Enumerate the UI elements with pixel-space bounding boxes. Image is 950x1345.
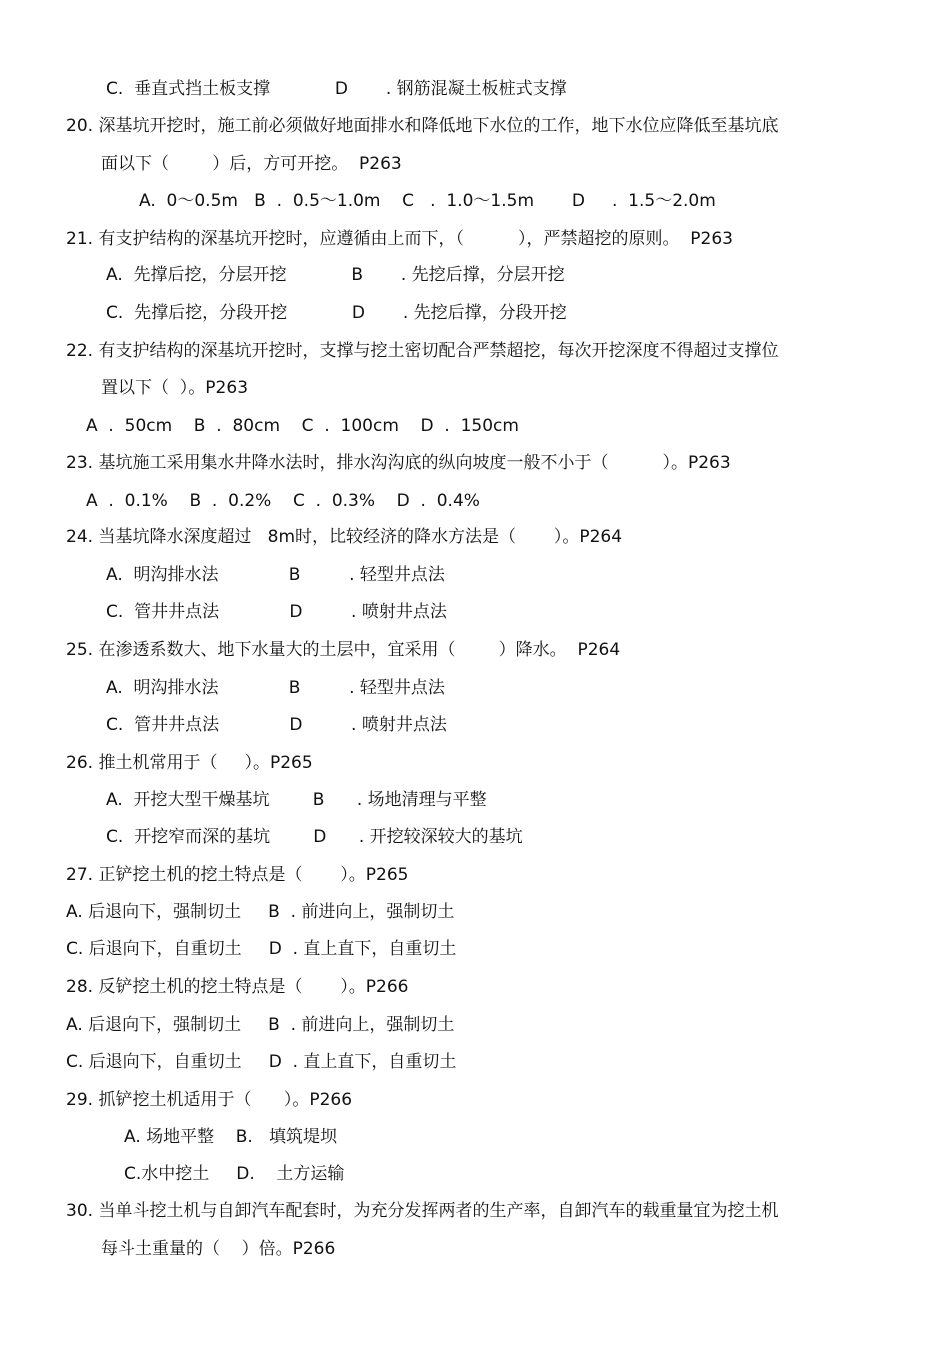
- question-27-options-cd: C. 后退向下，自重切土 D . 直上直下，自重切土: [66, 939, 457, 959]
- question-25: 25. 在渗透系数大、地下水量大的土层中，宜采用（ ）降水。 P264: [66, 640, 621, 660]
- question-29-options-ab: A. 场地平整 B. 填筑堤坝: [124, 1127, 338, 1147]
- question-21: 21. 有支护结构的深基坑开挖时，应遵循由上而下，（ ），严禁超挖的原则。 P263: [66, 229, 733, 249]
- question-22: 22. 有支护结构的深基坑开挖时，支撑与挖土密切配合严禁超挖，每次开挖深度不得超过支撑位: [66, 341, 779, 361]
- question-21-options-ab: A. 先撑后挖，分层开挖 B . 先挖后撑，分层开挖: [106, 265, 565, 285]
- question-27: 27. 正铲挖土机的挖土特点是（ ）。P265: [66, 865, 409, 885]
- question-24: 24. 当基坑降水深度超过 8m时，比较经济的降水方法是（ ）。P264: [66, 527, 623, 547]
- question-24-options-cd: C. 管井井点法 D . 喷射井点法: [106, 602, 447, 622]
- question-22-options: A . 50cm B . 80cm C . 100cm D . 150cm: [86, 416, 519, 436]
- question-29-options-cd: C.水中挖土 D. 土方运输: [124, 1164, 345, 1184]
- question-22-cont: 置以下（ ）。P263: [101, 378, 249, 398]
- question-28: 28. 反铲挖土机的挖土特点是（ ）。P266: [66, 977, 409, 997]
- question-27-options-ab: A. 后退向下，强制切土 B . 前进向上，强制切土: [66, 902, 455, 922]
- question-23-options: A . 0.1% B . 0.2% C . 0.3% D . 0.4%: [86, 491, 480, 511]
- question-28-options-ab: A. 后退向下，强制切土 B . 前进向上，强制切土: [66, 1015, 455, 1035]
- question-20: 20. 深基坑开挖时，施工前必须做好地面排水和降低地下水位的工作，地下水位应降低至基坑底: [66, 116, 779, 136]
- question-25-options-cd: C. 管井井点法 D . 喷射井点法: [106, 715, 447, 735]
- question-21-options-cd: C. 先撑后挖，分段开挖 D . 先挖后撑，分段开挖: [106, 303, 567, 323]
- question-25-options-ab: A. 明沟排水法 B . 轻型井点法: [106, 678, 445, 698]
- question-24-options-ab: A. 明沟排水法 B . 轻型井点法: [106, 565, 445, 585]
- question-30: 30. 当单斗挖土机与自卸汽车配套时，为充分发挥两者的生产率，自卸汽车的载重量宜为挖土机: [66, 1201, 779, 1221]
- question-28-options-cd: C. 后退向下，自重切土 D . 直上直下，自重切土: [66, 1052, 457, 1072]
- question-26-options-cd: C. 开挖窄而深的基坑 D . 开挖较深较大的基坑: [106, 827, 523, 847]
- option-line-c-d: C. 垂直式挡土板支撑 D . 钢筋混凝土板桩式支撑: [106, 79, 567, 99]
- question-29: 29. 抓铲挖土机适用于（ ）。P266: [66, 1090, 353, 1110]
- question-26-options-ab: A. 开挖大型干燥基坑 B . 场地清理与平整: [106, 790, 487, 810]
- question-26: 26. 推土机常用于（ ）。P265: [66, 753, 313, 773]
- question-30-cont: 每斗土重量的（ ）倍。P266: [101, 1239, 336, 1259]
- question-20-options: A. 0～0.5m B . 0.5～1.0m C . 1.0～1.5m D . 1.5～2.0m: [139, 191, 716, 211]
- question-20-cont: 面以下（ ）后，方可开挖。 P263: [101, 154, 402, 174]
- question-23: 23. 基坑施工采用集水井降水法时，排水沟沟底的纵向坡度一般不小于（ ）。P263: [66, 453, 731, 473]
